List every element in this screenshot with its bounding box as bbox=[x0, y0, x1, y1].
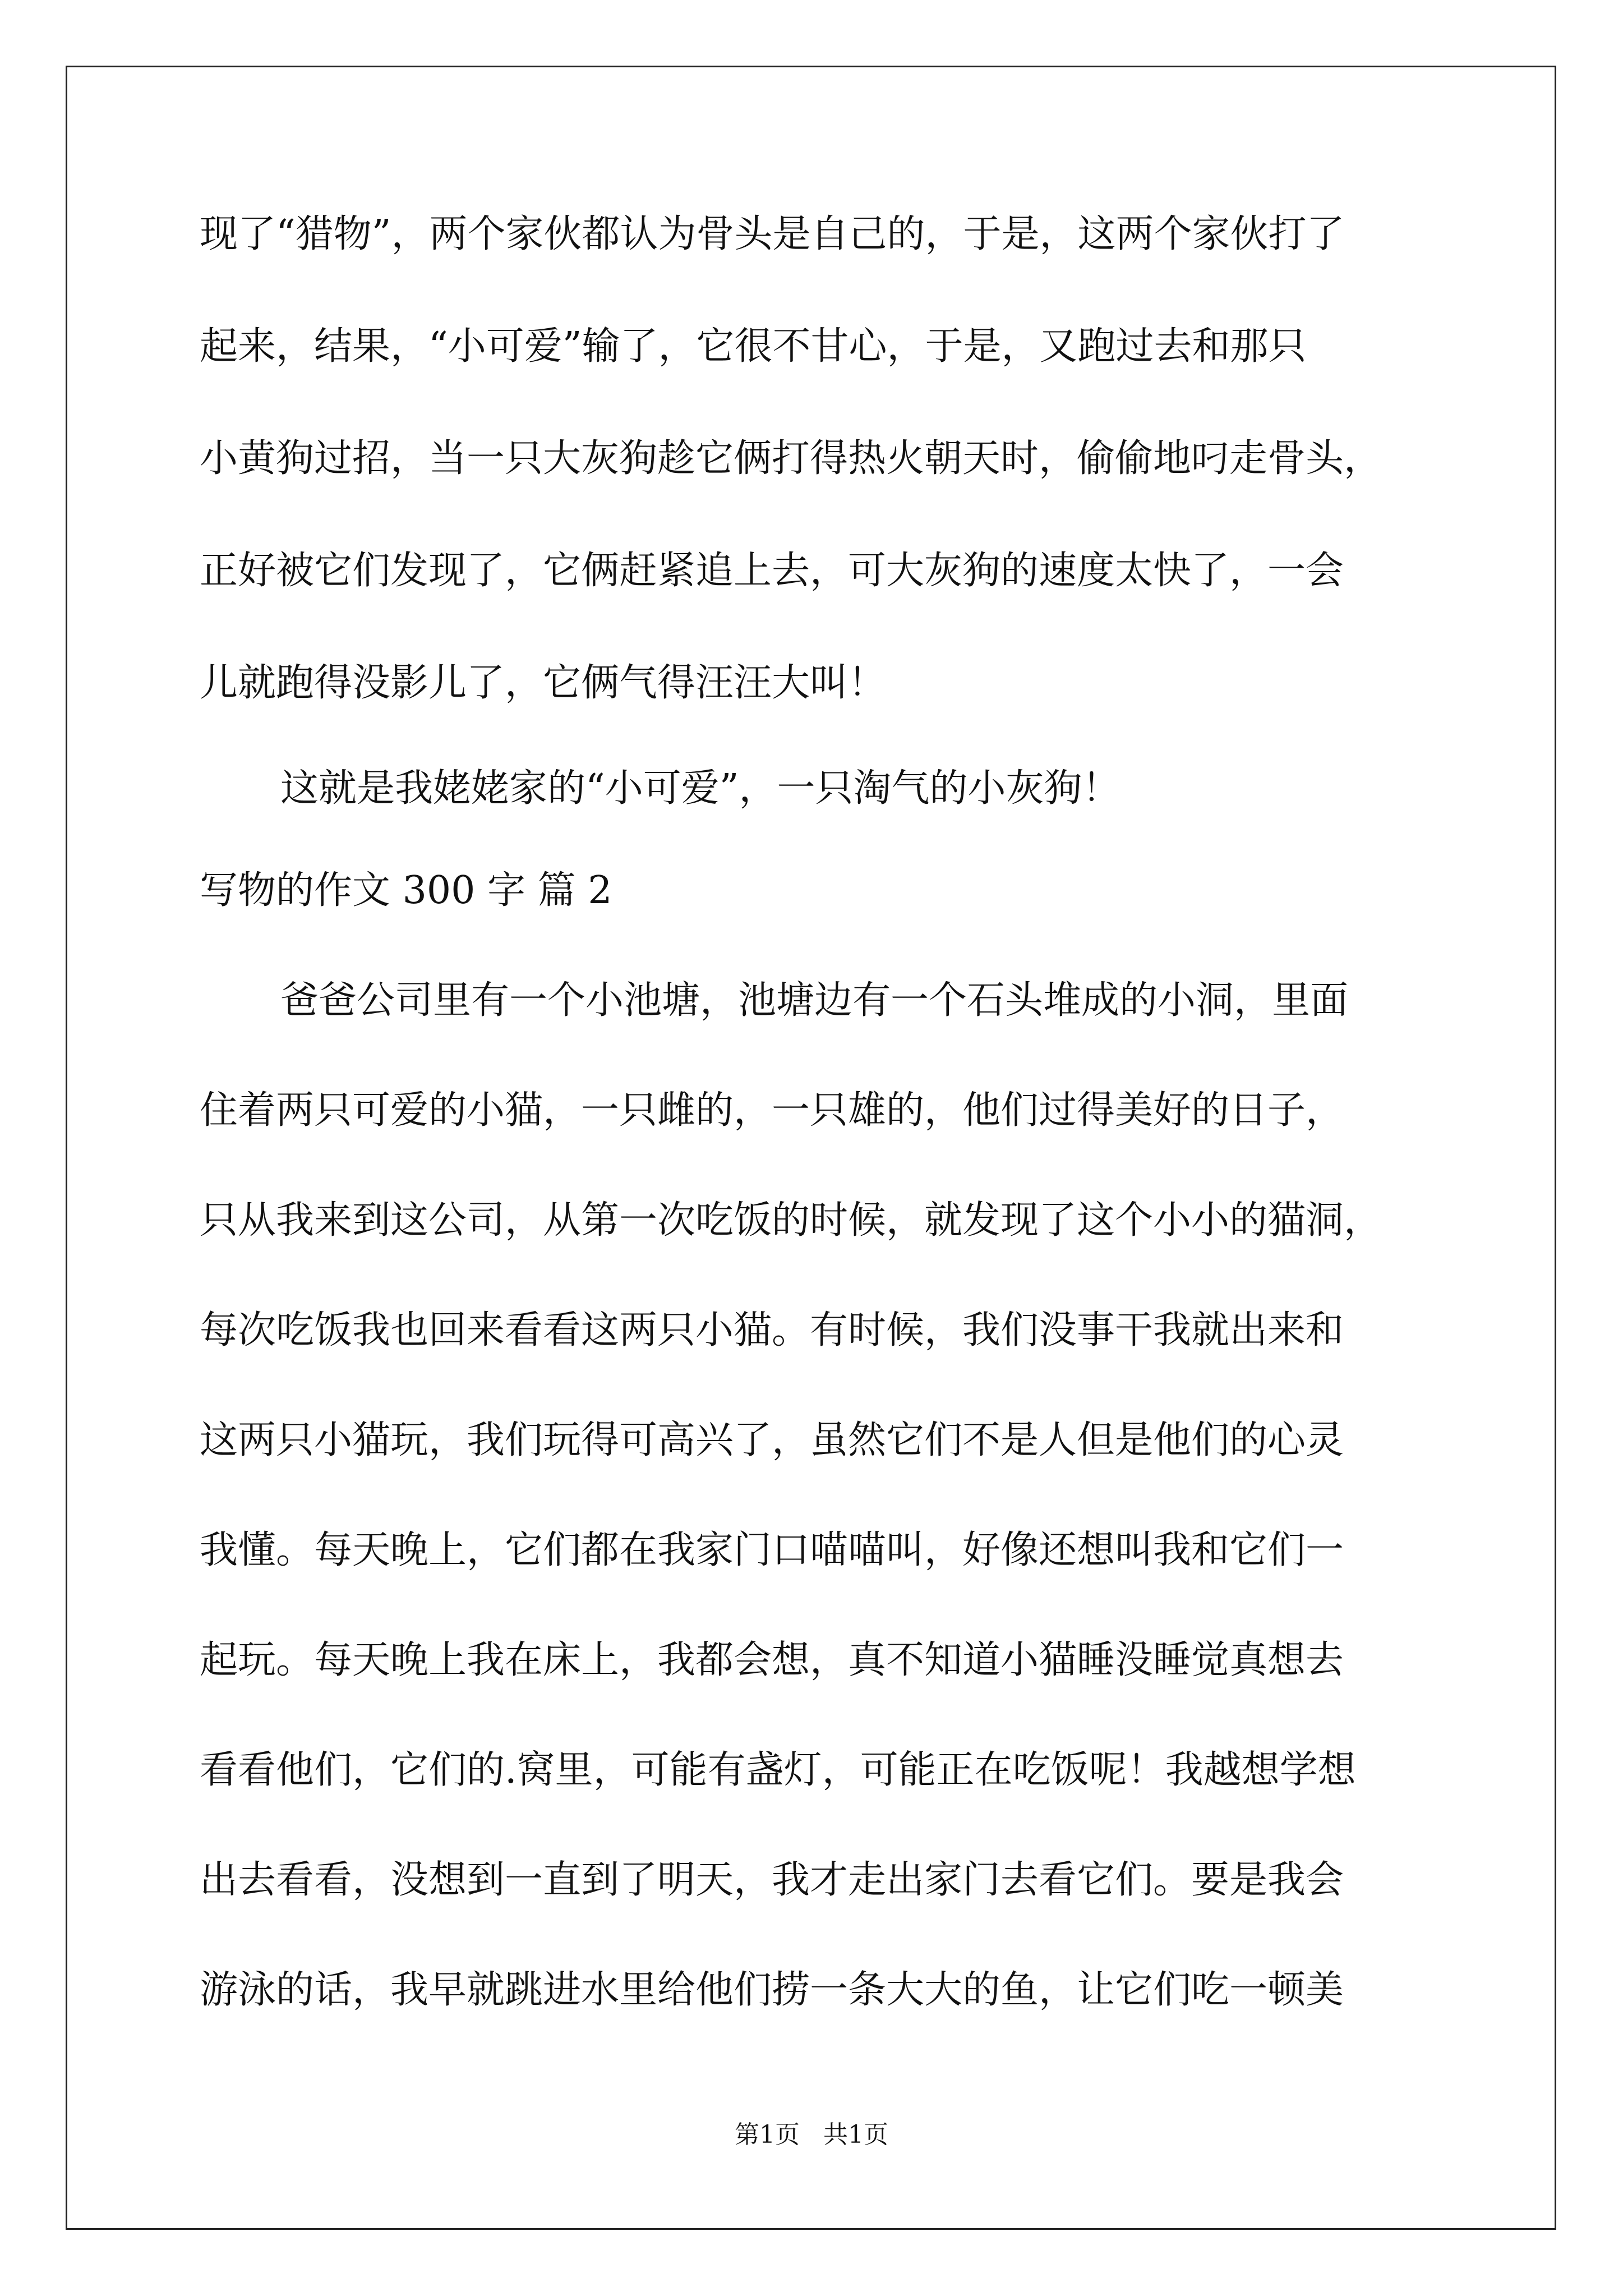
text-line-5: 儿就跑得没影儿了，它俩气得汪汪大叫！ bbox=[200, 661, 887, 705]
text-line-4: 正好被它们发现了，它俩赶紧追上去，可大灰狗的速度太快了，一会 bbox=[200, 549, 1344, 593]
page-border bbox=[66, 66, 1556, 2230]
text-line-11: 每次吃饭我也回来看看这两只小猫。有时候，我们没事干我就出来和 bbox=[200, 1308, 1344, 1352]
text-line-6: 这就是我姥姥家的“小可爱”，一只淘气的小灰狗！ bbox=[280, 766, 1121, 811]
text-line-16: 出去看看，没想到一直到了明天，我才走出家门去看它们。要是我会 bbox=[200, 1858, 1344, 1902]
text-line-12: 这两只小猫玩，我们玩得可高兴了，虽然它们不是人但是他们的心灵 bbox=[200, 1418, 1344, 1462]
text-line-13: 我懂。每天晚上，它们都在我家门口喵喵叫，好像还想叫我和它们一 bbox=[200, 1528, 1344, 1572]
text-line-1: 现了“猎物”，两个家伙都认为骨头是自己的，于是，这两个家伙打了 bbox=[200, 212, 1345, 256]
text-line-17: 游泳的话，我早就跳进水里给他们捞一条大大的鱼，让它们吃一顿美 bbox=[200, 1968, 1344, 2012]
text-line-8: 爸爸公司里有一个小池塘，池塘边有一个石头堆成的小洞，里面 bbox=[280, 978, 1349, 1023]
page-footer: 第1页 共1页 bbox=[735, 2120, 888, 2149]
text-line-2: 起来，结果，“小可爱”输了，它很不甘心，于是，又跑过去和那只 bbox=[200, 324, 1307, 369]
text-line-3: 小黄狗过招，当一只大灰狗趁它俩打得热火朝天时，偷偷地叼走骨头， bbox=[200, 436, 1382, 481]
section-heading: 写物的作文 300 字 篇 2 bbox=[200, 868, 612, 913]
text-line-15: 看看他们，它们的.窝里，可能有盏灯，可能正在吃饭呢！我越想学想 bbox=[200, 1748, 1356, 1792]
text-line-9: 住着两只可爱的小猫，一只雌的，一只雄的，他们过得美好的日子， bbox=[200, 1088, 1344, 1133]
text-line-10: 只从我来到这公司，从第一次吃饭的时候，就发现了这个小小的猫洞， bbox=[200, 1198, 1382, 1243]
text-line-14: 起玩。每天晚上我在床上，我都会想，真不知道小猫睡没睡觉真想去 bbox=[200, 1638, 1344, 1682]
